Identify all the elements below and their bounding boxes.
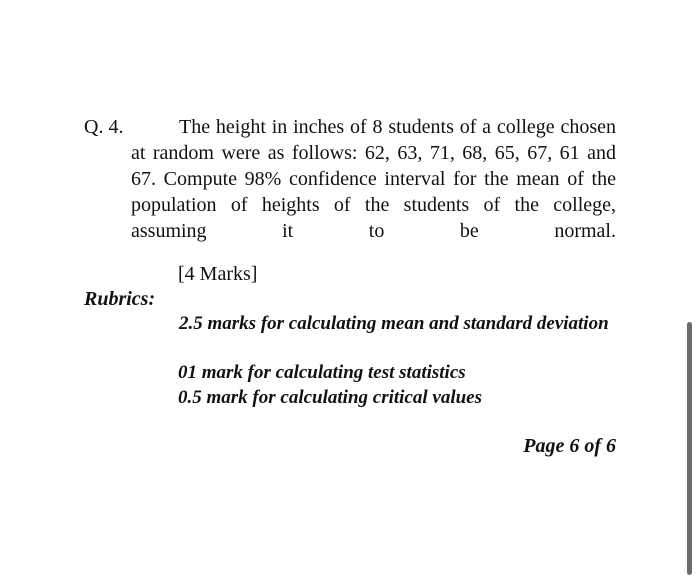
rubric-item: 0.5 mark for calculating critical values — [178, 387, 482, 408]
question-text — [131, 114, 616, 244]
question-number: Q. 4. — [84, 116, 124, 138]
vertical-scrollbar[interactable] — [687, 322, 692, 575]
rubric-item-text: 2.5 marks for calculating mean and standard deviation — [179, 313, 609, 334]
rubric-item — [131, 311, 616, 336]
page-number: Page 6 of 6 — [523, 435, 616, 457]
question-marks: [4 Marks] — [178, 263, 258, 285]
question-body: The height in inches of 8 students of a college chosen at random were as follows: 62, 63, 71, 68, 65, 67, 61 and 67. Compute 98% confidence interval for the mean of the population of heights of the students of the college, assuming it to be normal. — [131, 116, 616, 242]
rubrics-title: Rubrics: — [84, 288, 156, 310]
rubric-item: 01 mark for calculating test statistics — [178, 362, 466, 383]
